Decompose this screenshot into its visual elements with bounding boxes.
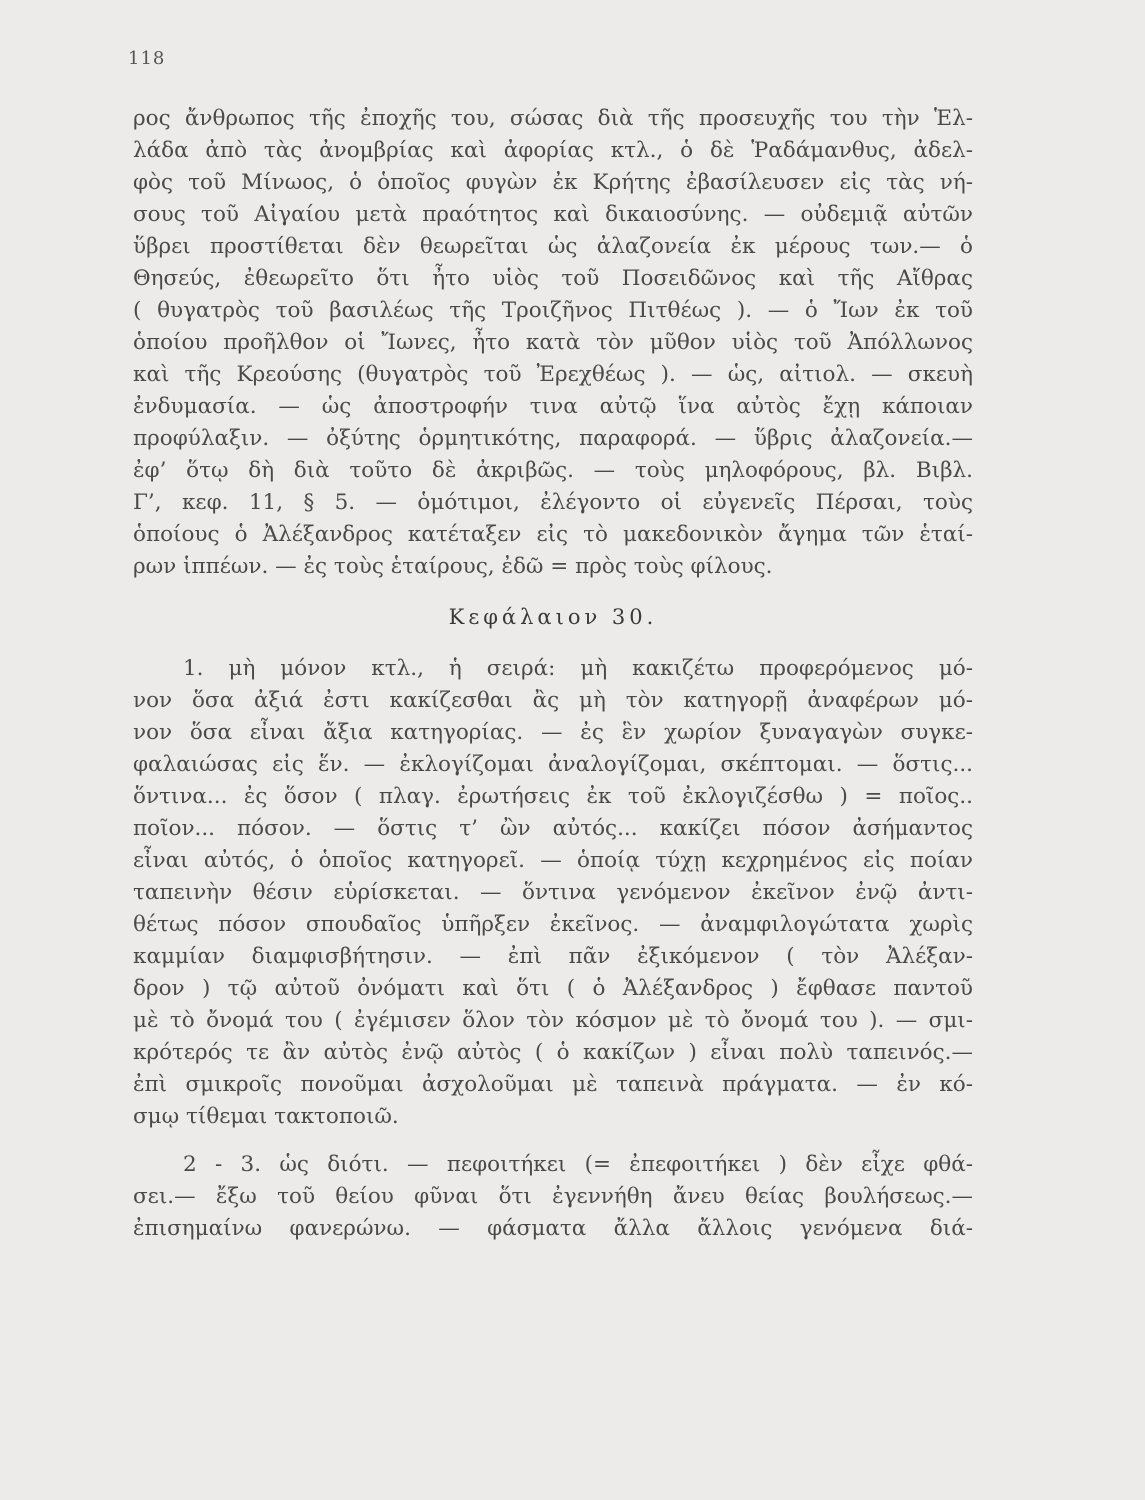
- text-line: προφύλαξιν. — ὀξύτης ὁρμητικότης, παραφορά. — ὕβρις ἀλαζονεία.—: [133, 426, 973, 451]
- commentary-text: [133, 103, 973, 1245]
- text-line: σει.— ἔξω τοῦ θείου φῦναι ὅτι ἐγεννήθη ἄνευ θείας βουλήσεως.—: [133, 1184, 973, 1209]
- text-line: εἶναι αὐτός, ὁ ὁποῖος κατηγορεῖ. — ὁποίᾳ τύχῃ κεχρημένος εἰς ποίαν: [133, 848, 973, 873]
- text-line: ὕβρει προστίθεται δὲν θεωρεῖται ὡς ἀλαζονεία ἐκ μέρους των.— ὁ: [133, 234, 973, 259]
- text-line: καὶ τῆς Κρεούσης (θυγατρὸς τοῦ Ἐρεχθέως ). — ὡς, αἰτιολ. — σκευὴ: [133, 362, 973, 387]
- text-line: 2 - 3. ὡς διότι. — πεφοιτήκει (= ἐπεφοιτήκει ) δὲν εἶχε φθά-: [183, 1152, 973, 1177]
- text-line: ἐνδυμασία. — ὡς ἀποστροφήν τινα αὐτῷ ἵνα αὐτὸς ἔχῃ κάποιαν: [133, 394, 973, 419]
- paragraph-section-1: [133, 653, 973, 1133]
- text-line: ταπεινὴν θέσιν εὑρίσκεται. — ὅντινα γενόμενον ἐκεῖνον ἐνῷ ἀντι-: [133, 880, 973, 905]
- text-line: ρος ἄνθρωπος τῆς ἐποχῆς του, σώσας διὰ τῆς προσευχῆς του τὴν Ἑλ-: [133, 106, 973, 131]
- text-line: ὁποίους ὁ Ἀλέξανδρος κατέταξεν εἰς τὸ μακεδονικὸν ἄγημα τῶν ἑταί-: [133, 522, 973, 547]
- chapter-heading: Κεφάλαιον 30.: [448, 605, 658, 629]
- text-line: ὁποίου προῆλθον οἱ Ἴωνες, ἦτο κατὰ τὸν μῦθον υἱὸς τοῦ Ἀπόλλωνος: [133, 330, 973, 355]
- text-line: φὸς τοῦ Μίνωος, ὁ ὁποῖος φυγὼν ἐκ Κρήτης ἐβασίλευσεν εἰς τὰς νή-: [133, 170, 973, 195]
- text-line: νον ὅσα ἀξιά ἐστι κακίζεσθαι ἂς μὴ τὸν κατηγορῇ ἀναφέρων μό-: [133, 688, 973, 713]
- text-line: ρων ἱππέων. — ἐς τοὺς ἑταίρους, ἐδῶ = πρὸς τοὺς φίλους.: [133, 554, 773, 579]
- text-line: μὲ τὸ ὄνομά του ( ἐγέμισεν ὅλον τὸν κόσμον μὲ τὸ ὄνομά του ). — σμι-: [133, 1008, 973, 1033]
- text-line: ( θυγατρὸς τοῦ βασιλέως τῆς Τροιζῆνος Πιτθέως ). — ὁ Ἴων ἐκ τοῦ: [133, 298, 973, 323]
- paragraph-gap: [133, 1133, 973, 1149]
- text-line: σμῳ τίθεμαι τακτοποιῶ.: [133, 1104, 399, 1129]
- text-line: ἐφ’ ὅτῳ δὴ διὰ τοῦτο δὲ ἀκριβῶς. — τοὺς μηλοφόρους, βλ. Βιβλ.: [133, 458, 973, 483]
- text-line: ἐπισημαίνω φανερώνω. — φάσματα ἄλλα ἄλλοις γενόμενα διά-: [133, 1216, 973, 1241]
- text-line: σους τοῦ Αἰγαίου μετὰ πραότητος καὶ δικαιοσύνης. — οὐδεμιᾷ αὐτῶν: [133, 202, 973, 227]
- page-number: 118: [128, 48, 166, 69]
- text-line: Γ’, κεφ. 11, § 5. — ὁμότιμοι, ἐλέγοντο οἱ εὐγενεῖς Πέρσαι, τοὺς: [133, 490, 973, 515]
- text-line: λάδα ἀπὸ τὰς ἀνομβρίας καὶ ἀφορίας κτλ., ὁ δὲ Ῥαδάμανθυς, ἀδελ-: [133, 138, 973, 163]
- text-line: ποῖον... πόσον. — ὅστις τ’ ὢν αὐτός... κακίζει πόσον ἀσήμαντος: [133, 816, 973, 841]
- text-line: ὅντινα... ἐς ὅσον ( πλαγ. ἐρωτήσεις ἐκ τοῦ ἐκλογιζέσθω ) = ποῖος..: [133, 784, 973, 809]
- text-line: καμμίαν διαμφισβήτησιν. — ἐπὶ πᾶν ἐξικόμενον ( τὸν Ἀλέξαν-: [133, 944, 973, 969]
- text-line: κρότερός τε ἂν αὐτὸς ἐνῷ αὐτὸς ( ὁ κακίζων ) εἶναι πολὺ ταπεινός.—: [133, 1040, 973, 1065]
- text-line: Θησεύς, ἐθεωρεῖτο ὅτι ἦτο υἱὸς τοῦ Ποσειδῶνος καὶ τῆς Αἴθρας: [133, 266, 973, 291]
- paragraph-continuation: [133, 103, 973, 583]
- text-line: 1. μὴ μόνον κτλ., ἡ σειρά: μὴ κακιζέτω προφερόμενος μό-: [183, 656, 973, 681]
- text-line: νον ὅσα εἶναι ἄξια κατηγορίας. — ἐς ἓν χωρίον ξυναγαγὼν συγκε-: [133, 720, 973, 745]
- text-line: δρον ) τῷ αὐτοῦ ὀνόματι καὶ ὅτι ( ὁ Ἀλέξανδρος ) ἔφθασε παντοῦ: [133, 976, 973, 1001]
- text-line: φαλαιώσας εἰς ἕν. — ἐκλογίζομαι ἀναλογίζομαι, σκέπτομαι. — ὅστις...: [133, 752, 973, 777]
- text-line: ἐπὶ σμικροῖς πονοῦμαι ἀσχολοῦμαι μὲ ταπεινὰ πράγματα. — ἐν κό-: [133, 1072, 973, 1097]
- paragraph-section-2-3: [133, 1149, 973, 1245]
- text-line: θέτως πόσον σπουδαῖος ὑπῆρξεν ἐκεῖνος. — ἀναμφιλογώτατα χωρὶς: [133, 912, 973, 937]
